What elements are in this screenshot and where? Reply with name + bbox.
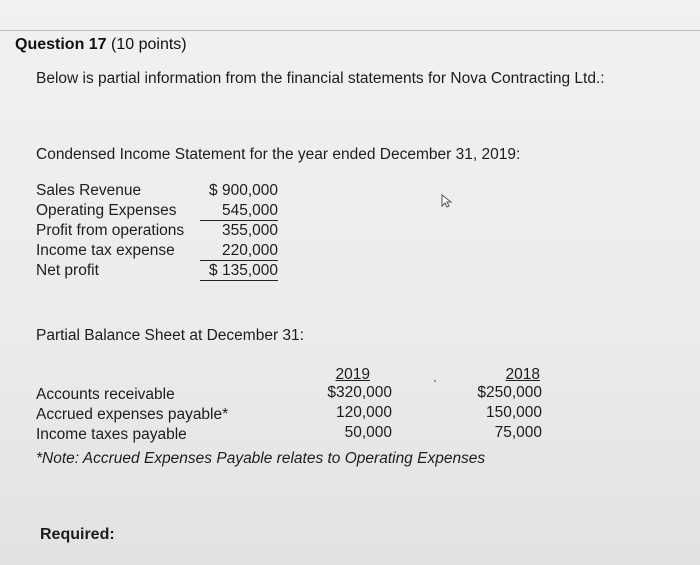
income-row-label: Income tax expense — [36, 242, 175, 259]
balance-year-2018: 2018 — [505, 366, 540, 383]
balance-row-label: Income taxes payable — [36, 426, 187, 443]
income-row-value: $ 135,000 — [200, 262, 278, 281]
balance-row-2019: 50,000 — [344, 424, 392, 441]
income-row-label: Net profit — [36, 262, 99, 279]
question-divider — [0, 30, 700, 31]
balance-row-2018: 75,000 — [494, 424, 542, 441]
income-row-label: Profit from operations — [36, 222, 185, 239]
balance-row-2019: $320,000 — [327, 384, 392, 401]
question-title — [15, 36, 187, 54]
income-row-value: 220,000 — [200, 242, 278, 261]
balance-year-2019: 2019 — [335, 366, 370, 383]
income-row-value: $ 900,000 — [209, 182, 278, 199]
income-row-label: Operating Expenses — [36, 202, 177, 219]
mouse-pointer-icon — [441, 194, 455, 208]
required-label: Required: — [40, 526, 115, 543]
balance-sheet-heading: Partial Balance Sheet at December 31: — [36, 327, 304, 344]
balance-row-label: Accounts receivable — [36, 386, 175, 403]
balance-row-label: Accrued expenses payable* — [36, 406, 229, 423]
question-number: Question 17 — [15, 36, 107, 53]
speck — [434, 380, 436, 382]
balance-row-2018: $250,000 — [477, 384, 542, 401]
income-row-label: Sales Revenue — [36, 182, 142, 199]
balance-row-2018: 150,000 — [485, 404, 542, 421]
balance-note: *Note: Accrued Expenses Payable relates to Operating Expenses — [36, 450, 486, 467]
question-points: (10 points) — [111, 36, 187, 53]
balance-row-2019: 120,000 — [335, 404, 392, 421]
question-intro: Below is partial information from the financial statements for Nova Contracting Ltd.: — [36, 70, 605, 87]
income-row-value: 545,000 — [200, 202, 278, 221]
income-statement-heading: Condensed Income Statement for the year ended December 31, 2019: — [36, 146, 521, 163]
income-row-value: 355,000 — [221, 222, 278, 239]
